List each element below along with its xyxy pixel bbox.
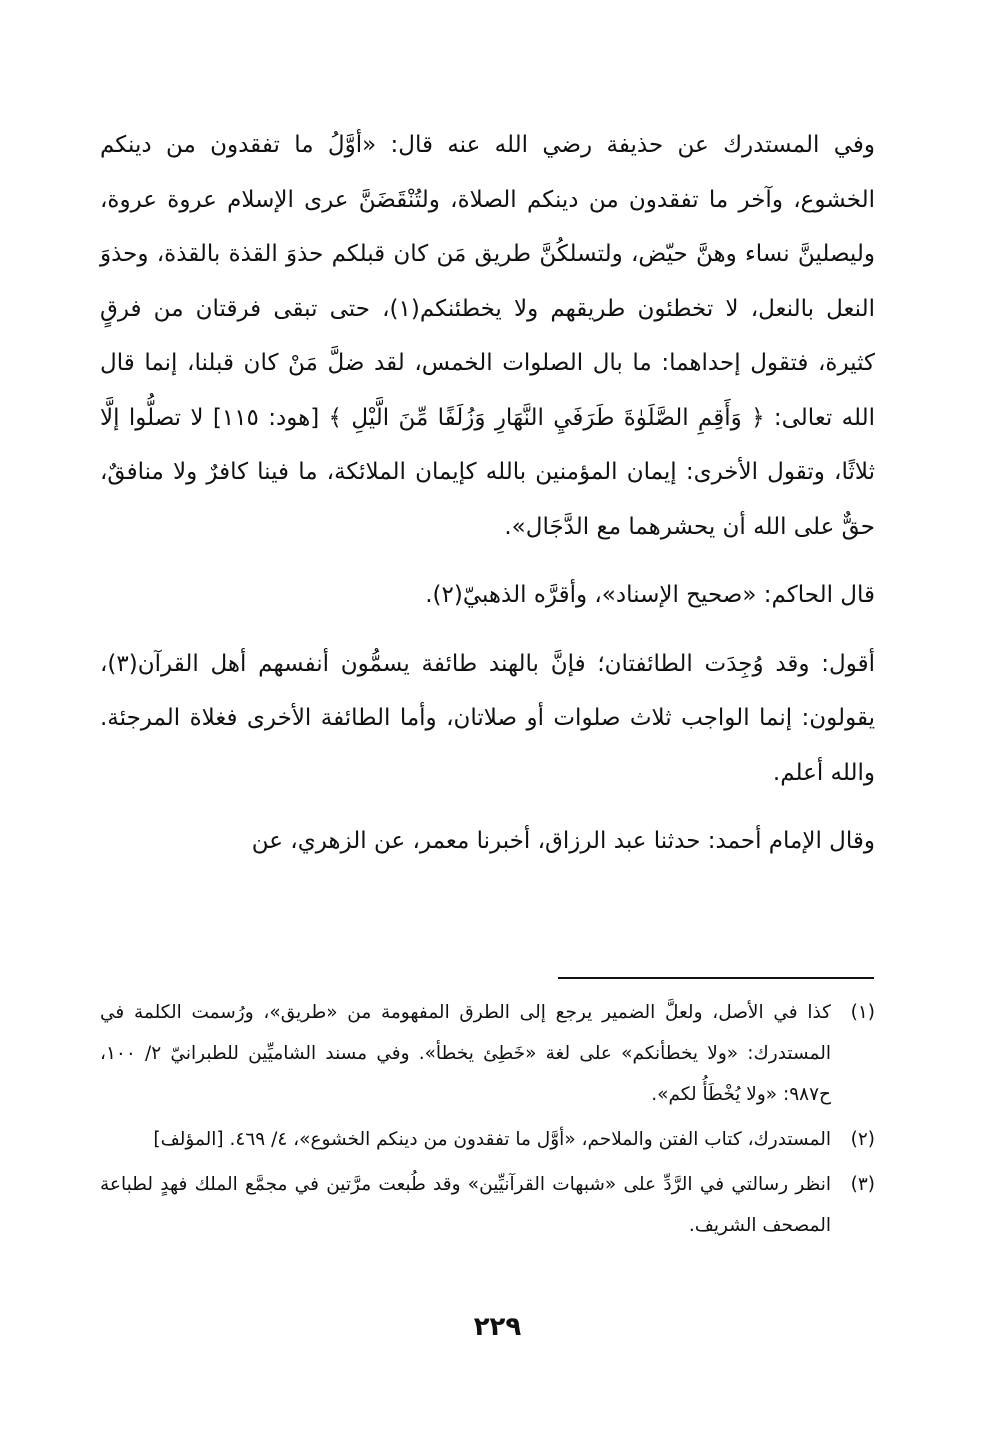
footnote-text: المستدرك، كتاب الفتن والملاحم، «أوَّل ما تفقدون من دينكم الخشوع»، ٤/ ٤٦٩. [المؤلف] [153, 1129, 831, 1150]
footnote-text: كذا في الأصل، ولعلَّ الضمير يرجع إلى الطرق المفهومة من «طريق»، ورُسمت الكلمة في المستدرك: «ولا يخطأنكم» على لغة «خَطِئ يخطأ». وفي مسند الشاميِّين للطبرانيّ ٢/ ١٠٠، ح٩٨٧: «ولا يُخْطَأُ لكم». [100, 1002, 831, 1105]
footnote-item [100, 992, 875, 1115]
paragraph-hadith-hudhayfa: وفي المستدرك عن حذيفة رضي الله عنه قال: «أوَّلُ ما تفقدون من دينكم الخشوع، وآخر ما تفقدون من دينكم الصلاة، ولتُنْقَضَنَّ عرى الإسلام عروة عروة، وليصلينَّ نساء وهنَّ حيّض، ولتسلكُنَّ طريق مَن كان قبلكم حذوَ القذة بالقذة، وحذوَ النعل بالنعل، لا تخطئون طريقهم ولا يخطئنكم(١)، حتى تبقى فرقتان من فرقٍ كثيرة، فتقول إحداهما: ما بال الصلوات الخمس، لقد ضلَّ مَنْ كان قبلنا، إنما قال الله تعالى: ﴿ وَأَقِمِ الصَّلَوٰةَ طَرَفَيِ النَّهَارِ وَزُلَفًا مِّنَ الَّيْلِ ﴾ [هود: ١١٥] لا تصلُّوا إلَّا ثلاثًا، وتقول الأخرى: إيمان المؤمنين بالله كإيمان الملائكة، ما فينا كافرٌ ولا منافقٌ، حقٌّ على الله أن يحشرهما مع الدَّجَال». [100, 132, 875, 540]
footnote-text: انظر رسالتي في الرَّدِّ على «شبهات القرآنيِّين» وقد طُبعت مرَّتين في مجمَّع الملك فهدٍ لطباعة المصحف الشريف. [100, 1174, 831, 1236]
paragraph-imam-ahmad: وقال الإمام أحمد: حدثنا عبد الرزاق، أخبرنا معمر، عن الزهري، عن [251, 828, 875, 854]
footnote-number: (٣) [850, 1174, 875, 1195]
paragraph-hakim-grading: قال الحاكم: «صحيح الإسناد»، وأقرَّه الذهبيّ(٢). [425, 582, 875, 608]
footnote-number: (١) [850, 1002, 875, 1023]
paragraph-author-comment: أقول: وقد وُجِدَت الطائفتان؛ فإنَّ بالهند طائفة يسمُّون أنفسهم أهل القرآن(٣)، يقولون: إنما الواجب ثلاث صلوات أو صلاتان، وأما الطائفة الأخرى فغلاة المرجئة. والله أعلم. [100, 650, 875, 786]
page-number: ٢٢٩ [473, 1312, 522, 1342]
footnote-item [100, 1164, 875, 1246]
footnote-separator [558, 977, 874, 979]
footnote-number: (٢) [850, 1129, 875, 1150]
footnotes [100, 992, 875, 1246]
main-text [100, 118, 875, 869]
footnote-item [100, 1119, 875, 1160]
